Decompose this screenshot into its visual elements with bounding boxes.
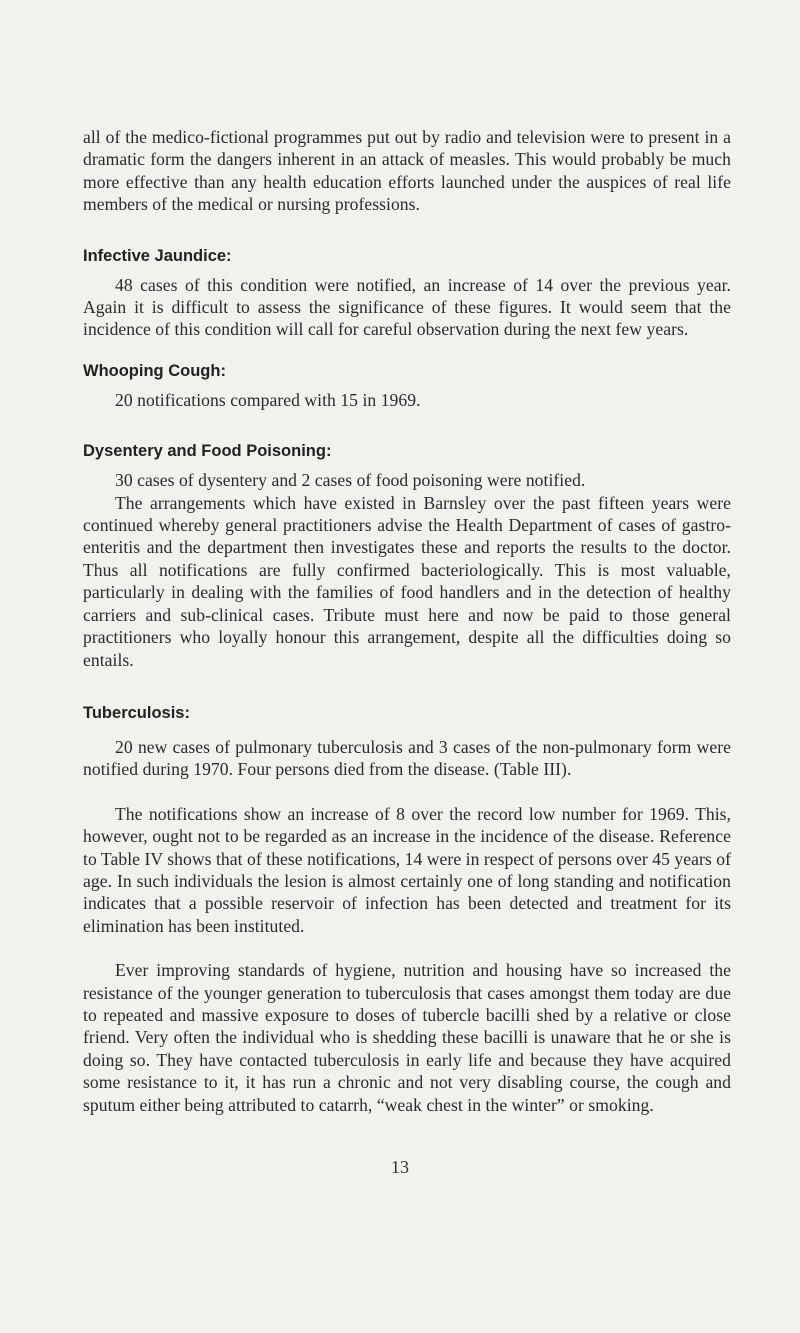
tuberculosis-paragraph-2: The notifications show an increase of 8 over the record low number for 1969. This, however, ought not to be regarded as an increase in the incidence of the disease. Reference to Table IV shows that of these notifications, 14 were in respect of persons over 45 years of age. In such individuals the lesion is almost certainly one of long standing and notification indicates that a possible reservoir of infection has been detected and treatment for its elimination has been instituted.	[83, 803, 731, 936]
whooping-cough-paragraph: 20 notifications compared with 15 in 1969.	[115, 389, 421, 410]
heading-tuberculosis: Tuberculosis:	[83, 703, 190, 722]
jaundice-paragraph: 48 cases of this condition were notified, an increase of 14 over the previous year. Again it is difficult to assess the significance of these figures. It would seem that the incidence of this condition will call for careful observation during the next few years.	[83, 274, 731, 340]
tuberculosis-paragraph-3: Ever improving standards of hygiene, nutrition and housing have so increased the resistance of the younger generation to tuberculosis that cases amongst them today are due to repeated and massive exposure to doses of tubercle bacilli shed by a relative or close friend. Very often the individual who is shedding these bacilli is unaware that he or she is doing so. They have contacted tuberculosis in early life and because they have acquired some resistance to it, it has run a chronic and not very disabling course, the cough and sputum either being attributed to catarrh, “weak chest in the winter” or smoking.	[83, 960, 731, 1115]
heading-whooping-cough: Whooping Cough:	[83, 361, 226, 380]
page-number: 13	[391, 1157, 409, 1177]
opening-paragraph: all of the medico-fictional programmes put out by radio and television were to present in a dramatic form the dangers inherent in an attack of measles. This would probably be much more effective than any health education efforts launched under the auspices of real life members of the medical or nursing professions.	[83, 127, 731, 215]
dysentery-paragraph-1: 30 cases of dysentery and 2 cases of food poisoning were notified.	[115, 470, 586, 491]
dysentery-paragraph-2: The arrangements which have existed in Barnsley over the past fifteen years were continued whereby general practitioners advise the Health Department of cases of gastro-enteritis and the department then investigates these and reports the results to the doctor. Thus all notifications are fully confirmed bacteriologically. This is most valuable, particularly in dealing with the families of food handlers and in the detection of healthy carriers and sub-clinical cases. Tribute must here and now be paid to those general practitioners who loyally honour this arrangement, despite all the difficulties doing so entails.	[83, 492, 731, 670]
document-page	[83, 126, 731, 1116]
heading-dysentery-food-poisoning: Dysentery and Food Poisoning:	[83, 442, 332, 461]
tuberculosis-paragraph-1: 20 new cases of pulmonary tuberculosis and 3 cases of the non-pulmonary form were notified during 1970. Four persons died from the disease. (Table III).	[83, 736, 731, 780]
heading-infective-jaundice: Infective Jaundice:	[83, 246, 232, 265]
